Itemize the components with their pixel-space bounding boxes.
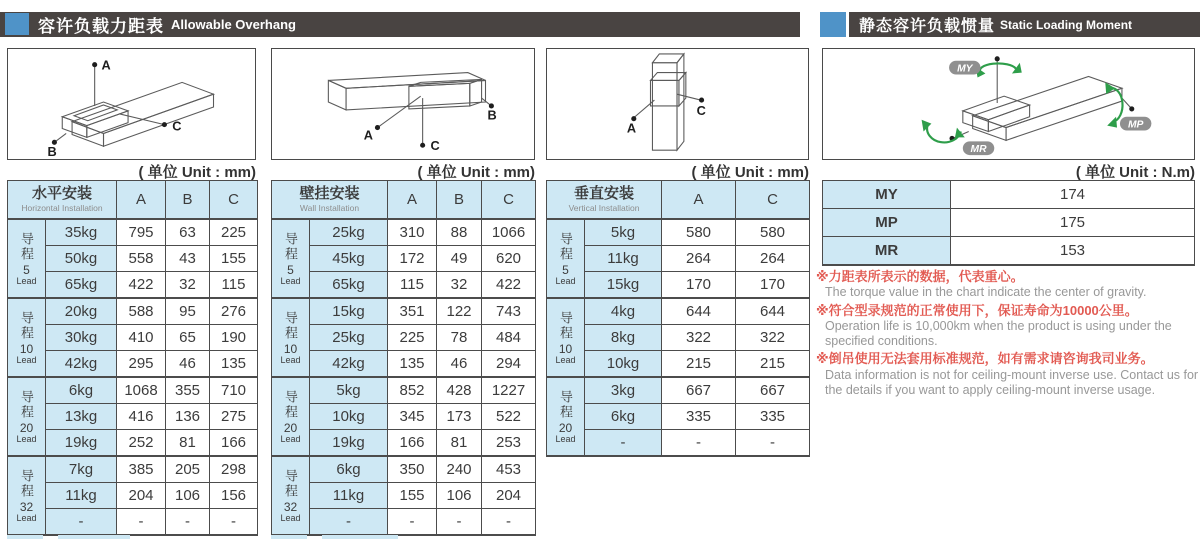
wall-rail-drawing	[272, 49, 534, 159]
table-title-cell	[547, 181, 662, 220]
moment-row-label: MY	[823, 181, 951, 209]
table-title-zh: 水平安装	[32, 185, 93, 203]
value-cell: 428	[437, 377, 482, 404]
value-cell: 620	[482, 246, 536, 272]
value-cell: 355	[166, 377, 210, 404]
value-cell: 276	[210, 298, 258, 325]
load-cell: 20kg	[46, 298, 117, 325]
value-cell: 46	[437, 351, 482, 378]
value-cell: -	[388, 509, 437, 536]
point-label-a: A	[363, 127, 373, 143]
value-cell: 795	[117, 219, 166, 246]
value-cell: 135	[388, 351, 437, 378]
load-cell: -	[46, 509, 117, 536]
value-cell: 580	[736, 219, 810, 246]
table-title-en: Wall Installation	[299, 202, 360, 213]
value-cell: 78	[437, 325, 482, 351]
value-cell: 49	[437, 246, 482, 272]
table-title-en: Vertical Installation	[568, 202, 640, 213]
load-cell: 3kg	[585, 377, 662, 404]
table-title-en: Horizontal Installation	[21, 202, 103, 213]
note-zh: ※倒吊使用无法套用标准规范，如有需求请咨询我司业务。	[816, 351, 1154, 367]
value-cell: 225	[210, 219, 258, 246]
value-cell: 240	[437, 456, 482, 483]
value-cell: 1227	[482, 377, 536, 404]
value-cell: 1068	[117, 377, 166, 404]
table-cutoff-sliver	[271, 535, 307, 539]
column-header: B	[437, 181, 482, 220]
value-cell: 95	[166, 298, 210, 325]
value-cell: 453	[482, 456, 536, 483]
value-cell: 81	[166, 430, 210, 457]
footnotes	[816, 268, 1200, 400]
load-cell: 45kg	[310, 246, 388, 272]
load-cell: -	[585, 430, 662, 457]
point-label-b: B	[487, 107, 497, 123]
value-cell: -	[662, 430, 736, 457]
value-cell: 350	[388, 456, 437, 483]
accent-square-icon	[820, 12, 846, 37]
moment-diagram	[822, 48, 1195, 160]
value-cell: 106	[166, 483, 210, 509]
value-cell: 667	[736, 377, 810, 404]
column-header: C	[210, 181, 258, 220]
value-cell: 294	[482, 351, 536, 378]
value-cell: 644	[736, 298, 810, 325]
lead-group-cell: 导程 20 Lead	[272, 377, 310, 456]
horizontal-rail-drawing	[8, 49, 255, 159]
section-title-zh: 容许负载力距表	[38, 17, 164, 36]
section-header-allowable-overhang	[0, 12, 800, 37]
vertical-installation-table	[546, 180, 810, 457]
load-cell: 35kg	[46, 219, 117, 246]
load-cell: 11kg	[310, 483, 388, 509]
moment-label-mr: MR	[970, 144, 987, 156]
load-cell: 42kg	[310, 351, 388, 378]
column-header: A	[388, 181, 437, 220]
load-cell: 5kg	[585, 219, 662, 246]
value-cell: 81	[437, 430, 482, 457]
value-cell: 522	[482, 404, 536, 430]
value-cell: 644	[662, 298, 736, 325]
load-cell: 6kg	[46, 377, 117, 404]
value-cell: 253	[482, 430, 536, 457]
moment-row-value: 153	[951, 237, 1195, 266]
value-cell: 558	[117, 246, 166, 272]
note-zh: ※力距表所表示的数据，代表重心。	[816, 269, 1024, 284]
value-cell: 172	[388, 246, 437, 272]
point-label-b: B	[47, 144, 57, 159]
value-cell: 298	[210, 456, 258, 483]
value-cell: 115	[210, 272, 258, 299]
load-cell: 30kg	[46, 325, 117, 351]
value-cell: 743	[482, 298, 536, 325]
note-en: Data information is not for ceiling-mount inverse use. Contact us for the details if you want to apply ceiling-mount inverse usage.	[825, 367, 1199, 397]
wall-installation-table	[271, 180, 536, 536]
load-cell: 19kg	[310, 430, 388, 457]
value-cell: -	[210, 509, 258, 536]
lead-group-cell: 导程 5 Lead	[547, 219, 585, 298]
column-header: A	[662, 181, 736, 220]
value-cell: 484	[482, 325, 536, 351]
load-cell: 10kg	[585, 351, 662, 378]
value-cell: 115	[388, 272, 437, 299]
value-cell: 46	[166, 351, 210, 378]
value-cell: 1066	[482, 219, 536, 246]
value-cell: 385	[117, 456, 166, 483]
value-cell: 63	[166, 219, 210, 246]
value-cell: 322	[662, 325, 736, 351]
load-cell: 15kg	[310, 298, 388, 325]
value-cell: 335	[662, 404, 736, 430]
point-label-c: C	[696, 102, 706, 118]
horizontal-installation-table	[7, 180, 258, 536]
value-cell: 43	[166, 246, 210, 272]
unit-label-mm: ( 单位 Unit : mm)	[138, 164, 256, 181]
lead-group-cell: 导程 32 Lead	[8, 456, 46, 535]
load-cell: 6kg	[585, 404, 662, 430]
value-cell: 205	[166, 456, 210, 483]
value-cell: 155	[388, 483, 437, 509]
horizontal-installation-diagram	[7, 48, 256, 160]
value-cell: 204	[117, 483, 166, 509]
value-cell: 667	[662, 377, 736, 404]
value-cell: 580	[662, 219, 736, 246]
unit-label-mm: ( 单位 Unit : mm)	[417, 164, 535, 181]
vertical-rail-drawing	[547, 49, 808, 159]
value-cell: 410	[117, 325, 166, 351]
value-cell: 310	[388, 219, 437, 246]
table-cutoff-sliver	[58, 535, 130, 539]
section-header-static-loading-moment	[849, 12, 1200, 37]
moment-label-mp: MP	[1127, 119, 1144, 131]
value-cell: -	[437, 509, 482, 536]
value-cell: 32	[166, 272, 210, 299]
unit-label-mm: ( 单位 Unit : mm)	[691, 164, 809, 181]
load-cell: 25kg	[310, 219, 388, 246]
value-cell: 322	[736, 325, 810, 351]
value-cell: 122	[437, 298, 482, 325]
value-cell: 264	[662, 246, 736, 272]
value-cell: -	[166, 509, 210, 536]
load-cell: 11kg	[585, 246, 662, 272]
value-cell: -	[117, 509, 166, 536]
value-cell: 32	[437, 272, 482, 299]
value-cell: 264	[736, 246, 810, 272]
value-cell: 852	[388, 377, 437, 404]
value-cell: 416	[117, 404, 166, 430]
value-cell: 156	[210, 483, 258, 509]
value-cell: 170	[736, 272, 810, 299]
load-cell: 42kg	[46, 351, 117, 378]
value-cell: 351	[388, 298, 437, 325]
value-cell: 106	[437, 483, 482, 509]
value-cell: 225	[388, 325, 437, 351]
load-cell: -	[310, 509, 388, 536]
table-title-zh: 垂直安装	[573, 185, 634, 203]
value-cell: 588	[117, 298, 166, 325]
load-cell: 19kg	[46, 430, 117, 457]
load-cell: 7kg	[46, 456, 117, 483]
table-title-cell	[272, 181, 388, 220]
lead-group-cell: 导程 32 Lead	[272, 456, 310, 535]
lead-group-cell: 导程 5 Lead	[8, 219, 46, 298]
static-loading-moment-table	[822, 180, 1195, 266]
value-cell: 204	[482, 483, 536, 509]
unit-label-nm: ( 单位 Unit : N.m)	[1075, 164, 1195, 181]
lead-group-cell: 导程 5 Lead	[272, 219, 310, 298]
load-cell: 4kg	[585, 298, 662, 325]
lead-group-cell: 导程 10 Lead	[547, 298, 585, 377]
note-en: The torque value in the chart indicate the center of gravity.	[825, 285, 1147, 300]
lead-group-cell: 导程 20 Lead	[547, 377, 585, 456]
value-cell: 166	[388, 430, 437, 457]
moment-row-value: 175	[951, 209, 1195, 237]
table-title-cell	[8, 181, 117, 220]
value-cell: 65	[166, 325, 210, 351]
point-label-c: C	[172, 118, 182, 134]
load-cell: 65kg	[310, 272, 388, 299]
value-cell: 275	[210, 404, 258, 430]
load-cell: 65kg	[46, 272, 117, 299]
value-cell: 335	[736, 404, 810, 430]
section-title-zh: 静态容许负载惯量	[859, 18, 996, 35]
lead-group-cell: 导程 10 Lead	[8, 298, 46, 377]
load-cell: 25kg	[310, 325, 388, 351]
value-cell: 88	[437, 219, 482, 246]
value-cell: 155	[210, 246, 258, 272]
column-header: C	[482, 181, 536, 220]
load-cell: 6kg	[310, 456, 388, 483]
point-label-a: A	[626, 120, 637, 136]
load-cell: 50kg	[46, 246, 117, 272]
value-cell: 215	[736, 351, 810, 378]
column-header: C	[736, 181, 810, 220]
moment-row-label: MR	[823, 237, 951, 266]
value-cell: -	[736, 430, 810, 457]
lead-group-cell: 导程 20 Lead	[8, 377, 46, 456]
vertical-installation-diagram	[546, 48, 809, 160]
value-cell: 166	[210, 430, 258, 457]
value-cell: 135	[210, 351, 258, 378]
table-cutoff-sliver	[322, 535, 398, 539]
moment-row-value: 174	[951, 181, 1195, 209]
value-cell: 215	[662, 351, 736, 378]
point-label-a: A	[101, 57, 111, 73]
point-label-c: C	[430, 138, 440, 154]
load-cell: 5kg	[310, 377, 388, 404]
value-cell: 295	[117, 351, 166, 378]
value-cell: 136	[166, 404, 210, 430]
value-cell: 422	[117, 272, 166, 299]
value-cell: 190	[210, 325, 258, 351]
lead-group-cell: 导程 10 Lead	[272, 298, 310, 377]
table-title-zh: 壁挂安装	[299, 185, 360, 203]
accent-square-icon	[5, 13, 29, 35]
load-cell: 15kg	[585, 272, 662, 299]
load-cell: 11kg	[46, 483, 117, 509]
wall-installation-diagram	[271, 48, 535, 160]
value-cell: 252	[117, 430, 166, 457]
moment-label-my: MY	[957, 63, 973, 75]
load-cell: 10kg	[310, 404, 388, 430]
value-cell: 173	[437, 404, 482, 430]
value-cell: 422	[482, 272, 536, 299]
value-cell: -	[482, 509, 536, 536]
value-cell: 345	[388, 404, 437, 430]
section-title-en: Static Loading Moment	[1000, 17, 1133, 32]
value-cell: 170	[662, 272, 736, 299]
moment-row-label: MP	[823, 209, 951, 237]
table-cutoff-sliver	[7, 535, 43, 539]
load-cell: 13kg	[46, 404, 117, 430]
load-cell: 8kg	[585, 325, 662, 351]
section-title-en: Allowable Overhang	[171, 17, 296, 32]
note-zh: ※符合型录规范的正常使用下，保证寿命为10000公里。	[816, 302, 1138, 318]
column-header: B	[166, 181, 210, 220]
moment-rail-drawing	[823, 49, 1194, 159]
value-cell: 710	[210, 377, 258, 404]
note-en: Operation life is 10,000km when the product is using under the specified conditions.	[825, 318, 1172, 348]
column-header: A	[117, 181, 166, 220]
